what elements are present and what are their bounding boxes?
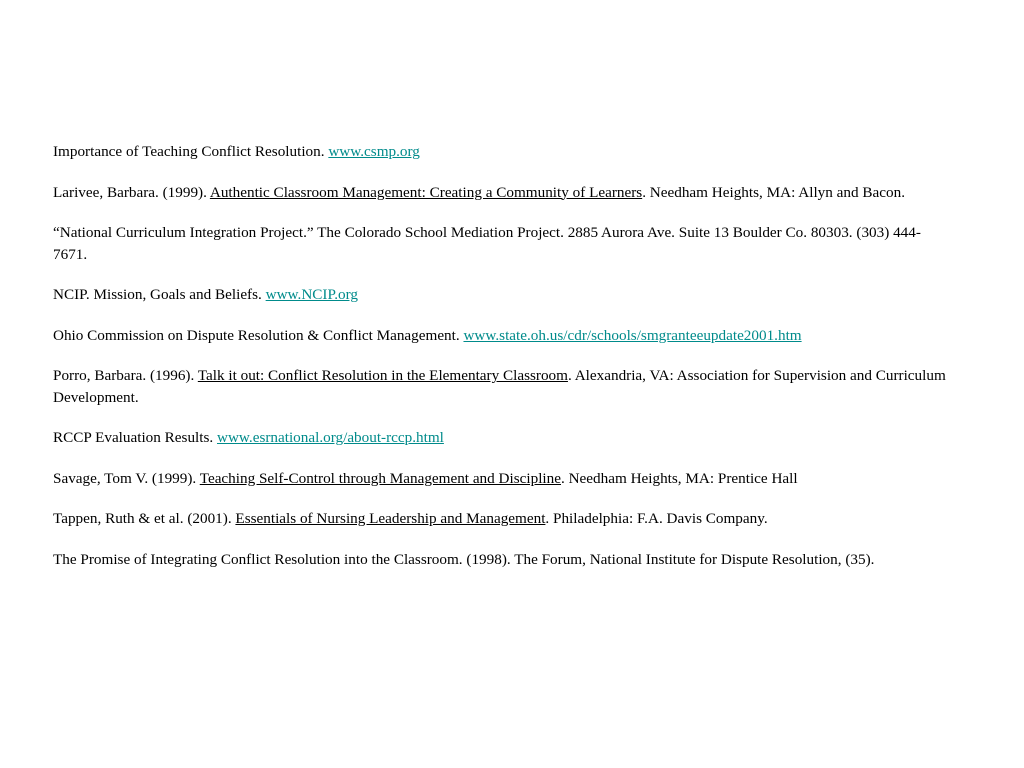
reference-link[interactable]: www.state.oh.us/cdr/schools/smgranteeupdate2001.htm — [463, 326, 802, 344]
reference-text: Tappen, Ruth & et al. (2001). — [53, 510, 236, 527]
reference-title: Essentials of Nursing Leadership and Management — [235, 510, 546, 527]
reference-text: The Promise of Integrating Conflict Resolution into the Classroom. (1998). The Forum, National Institute for Dispute Resolution, (35). — [53, 550, 875, 568]
reference-text: RCCP Evaluation Results. — [53, 429, 217, 446]
reference-text: . Needham Heights, MA: Prentice Hall — [560, 469, 798, 487]
reference-text: . Alexandria, VA: Association for Supervision and Curriculum Development. — [53, 367, 946, 406]
reference-entry-ncip-mission — [53, 284, 953, 306]
reference-entry-savage — [53, 468, 953, 490]
reference-list — [53, 141, 953, 570]
reference-text: . Needham Heights, MA: Allyn and Bacon. — [642, 183, 905, 201]
reference-title: Teaching Self-Control through Management and Discipline — [199, 469, 561, 487]
reference-text: Savage, Tom V. (1999). — [53, 469, 200, 487]
reference-link[interactable]: www.esrnational.org/about-rccp.html — [216, 429, 444, 446]
reference-entry-csmp — [53, 141, 953, 163]
reference-title: Authentic Classroom Management: Creating a Community of Learners — [209, 183, 643, 201]
reference-link[interactable]: www.csmp.org — [328, 143, 420, 160]
reference-text: Importance of Teaching Conflict Resolution. — [53, 143, 329, 160]
reference-entry-larivee — [53, 182, 953, 204]
reference-entry-ncip-project — [53, 222, 953, 265]
reference-entry-ohio-commission — [53, 325, 953, 347]
reference-entry-rccp — [53, 427, 953, 449]
reference-text: NCIP. Mission, Goals and Beliefs. — [53, 286, 266, 303]
reference-entry-porro — [53, 365, 953, 408]
reference-link[interactable]: www.NCIP.org — [265, 286, 359, 303]
reference-entry-promise — [53, 549, 953, 571]
reference-entry-tappen — [53, 508, 953, 530]
reference-text: . Philadelphia: F.A. Davis Company. — [545, 510, 768, 527]
reference-text: Porro, Barbara. (1996). — [53, 367, 198, 384]
reference-title: Talk it out: Conflict Resolution in the Elementary Classroom — [197, 367, 568, 384]
reference-text: Larivee, Barbara. (1999). — [53, 183, 210, 201]
reference-text: “National Curriculum Integration Project.” The Colorado School Mediation Project. 2885 Aurora Ave. Suite 13 Boulder Co. 80303. (303) 444-7671. — [53, 224, 921, 263]
reference-text: Ohio Commission on Dispute Resolution & Conflict Management. — [53, 326, 464, 344]
